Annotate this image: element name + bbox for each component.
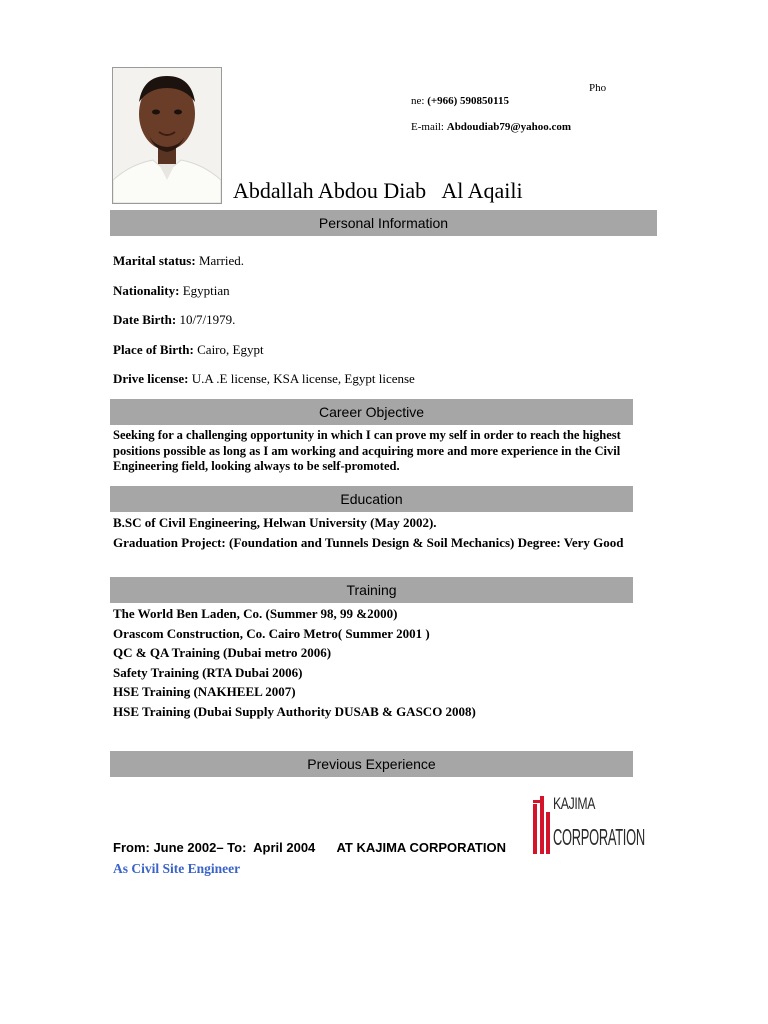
training-item: QC & QA Training (Dubai metro 2006) <box>113 645 332 660</box>
full-name-heading: Abdallah Abdou Diab Al Aqaili <box>233 178 523 203</box>
phone-label-fragment: Pho <box>589 82 607 94</box>
field-label: Marital status: <box>113 253 196 268</box>
training-item: Orascom Construction, Co. Cairo Metro( Summer 2001 ) <box>113 626 430 641</box>
section-header-personal: Personal Information <box>110 210 657 236</box>
field-label: Place of Birth: <box>113 342 194 357</box>
field-drive-license <box>113 371 415 387</box>
phone-value: (+966) 590850115 <box>427 95 509 107</box>
person-portrait-icon <box>113 68 221 203</box>
section-header-experience: Previous Experience <box>110 751 633 777</box>
field-value: Cairo, Egypt <box>193 342 264 357</box>
email-value: Abdoudiab79@yahoo.com <box>446 121 571 133</box>
field-nationality <box>113 283 230 299</box>
email-label: E-mail: <box>411 121 447 133</box>
education-degree: B.SC of Civil Engineering, Helwan University (May 2002). <box>113 515 437 530</box>
field-place-of-birth <box>113 342 264 358</box>
training-item: The World Ben Laden, Co. (Summer 98, 99 &2000) <box>113 606 398 621</box>
experience-company: AT KAJIMA CORPORATION <box>336 840 506 855</box>
field-label: Date Birth: <box>113 312 177 327</box>
training-item: Safety Training (RTA Dubai 2006) <box>113 665 303 680</box>
field-marital-status <box>113 253 244 269</box>
field-value: Married. <box>195 253 245 268</box>
email-line <box>411 121 571 134</box>
section-header-training: Training <box>110 577 633 603</box>
field-label: Nationality: <box>113 283 180 298</box>
logo-text-line2: CORPORATION <box>553 824 645 850</box>
career-objective-text: Seeking for a challenging opportunity in which I can prove my self in order to reach the highest positions possible as long as I am working and acquiring more and more experience in the Civil Engineering field, looking always to be self-promoted. <box>113 428 621 473</box>
training-item: HSE Training (Dubai Supply Authority DUSAB & GASCO 2008) <box>113 704 476 719</box>
section-header-career: Career Objective <box>110 399 633 425</box>
field-value: U.A .E license, KSA license, Egypt license <box>188 371 415 386</box>
training-item: HSE Training (NAKHEEL 2007) <box>113 684 296 699</box>
phone-line <box>411 95 509 108</box>
field-label: Drive license: <box>113 371 189 386</box>
experience-role: As Civil Site Engineer <box>113 861 241 876</box>
kajima-logo <box>530 790 645 856</box>
phone-label: ne: <box>411 95 428 107</box>
section-header-education: Education <box>110 486 633 512</box>
field-value: Egyptian <box>179 283 230 298</box>
field-value: 10/7/1979. <box>176 312 236 327</box>
experience-period-line <box>113 840 506 855</box>
logo-text-line1: KAJIMA <box>553 794 596 813</box>
education-project: Graduation Project: (Foundation and Tunnels Design & Soil Mechanics) Degree: Very Good <box>113 535 624 550</box>
field-date-birth <box>113 312 235 328</box>
profile-photo <box>112 67 222 204</box>
experience-period: From: June 2002– To: April 2004 <box>113 840 316 855</box>
